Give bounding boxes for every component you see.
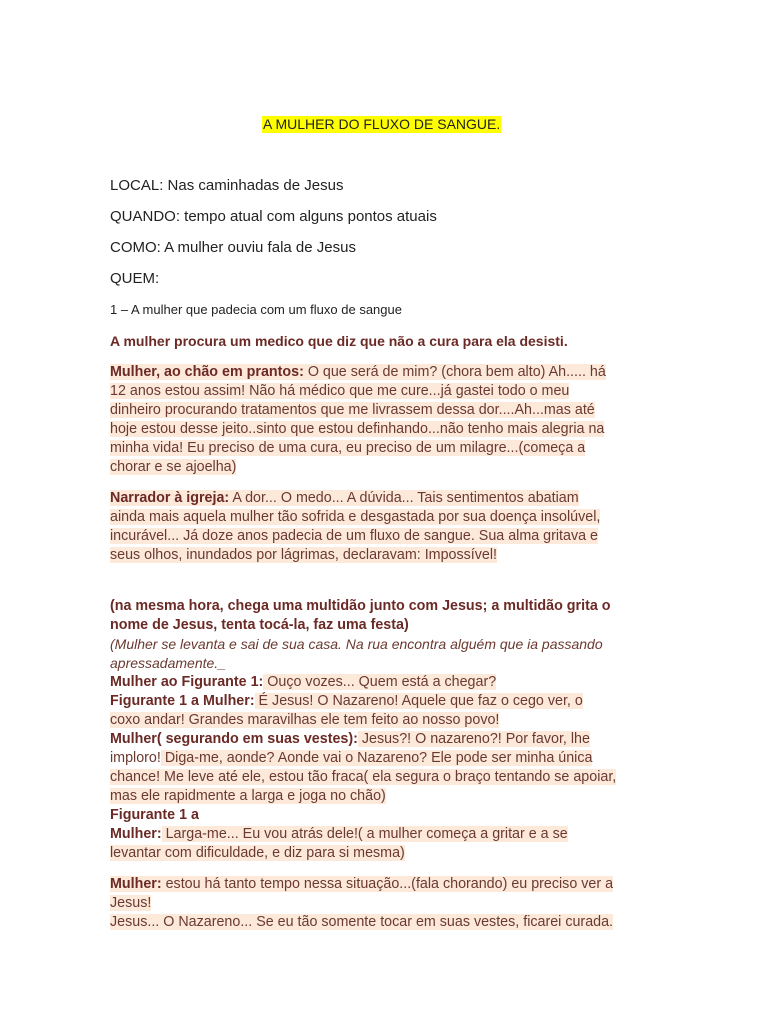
- quem-line: QUEM:: [110, 270, 160, 287]
- document-title: A MULHER DO FLUXO DE SANGUE.: [263, 116, 501, 132]
- speaker-name: Mulher:: [110, 876, 162, 892]
- speaker-name: Figurante 1 a Mulher:: [110, 693, 255, 709]
- paragraph-mulher-2: Mulher: estou há tanto tempo nessa situação...(fala chorando) eu preciso ver a Jesus! Jesus... O Nazareno... Se eu tão somente tocar em suas vestes, ficarei curada.: [110, 876, 614, 930]
- speaker-name: Mulher( segurando em suas vestes):: [110, 731, 358, 747]
- local-line: LOCAL: Nas caminhadas de Jesus: [110, 177, 344, 194]
- speaker-name: Mulher ao Figurante 1:: [110, 674, 264, 690]
- intro-line: A mulher procura um medico que diz que não a cura para ela desisti.: [110, 333, 568, 349]
- speaker-name: Mulher, ao chão em prantos:: [110, 364, 304, 380]
- character-item-1: 1 – A mulher que padecia com um fluxo de sangue: [110, 302, 402, 317]
- como-line: COMO: A mulher ouviu fala de Jesus: [110, 239, 356, 256]
- quando-line: QUANDO: tempo atual com alguns pontos atuais: [110, 208, 437, 225]
- stage-direction-bold: (na mesma hora, chega uma multidão junto com Jesus; a multidão grita o: [110, 598, 611, 614]
- speaker-name: Narrador à igreja:: [110, 490, 230, 506]
- paragraph-mulher-1: Mulher, ao chão em prantos: O que será de mim? (chora bem alto) Ah..... há 12 anos estou assim! Não há médico que me cure...já gastei todo o meu dinheiro procurando tratamentos que me livrassem dessa dor....Ah...mas até hoje estou desse jeito..sinto que estou definhando...não tenho mais alegria na minha vida! Eu preciso de uma cura, eu preciso de um milagre...(começa a chorar e se ajoelha): [110, 364, 606, 475]
- speaker-name: Figurante 1 a: [110, 807, 199, 823]
- speaker-name: Mulher:: [110, 826, 162, 842]
- paragraph-multidao: (na mesma hora, chega uma multidão junto com Jesus; a multidão grita o nome de Jesus, tenta tocá-la, faz uma festa) (Mulher se levanta e sai de sua casa. Na rua encontra alguém que ia passando apressadamente._ Mulher ao Figurante 1: Ouço vozes... Quem está a chegar? Figurante 1 a Mulher: É Jesus! O Nazareno! Aquele que faz o cego ver, o coxo andar! Grandes maravilhas ele tem feito ao nosso povo! Mulher( segurando em suas vestes): Jesus?! O nazareno?! Por favor, lhe imploro! Diga-me, aonde? Aonde vai o Nazareno? Ele pode ser minha única chance! Me leve até ele, estou tão fraca( ela segura o braço tentando se apoiar, mas ele rapidmente a larga e joga no chão) Figurante 1 a Mulher: Larga-me... Eu vou atrás dele!( a mulher começa a gritar e a se levantar com dificuldade, e diz para si mesma): [110, 597, 690, 863]
- stage-direction-italic: (Mulher se levanta e sai de sua casa. Na rua encontra alguém que ia passando: [110, 636, 603, 652]
- paragraph-narrador: Narrador à igreja: A dor... O medo... A dúvida... Tais sentimentos abatiam ainda mais aquela mulher tão sofrida e desgastada por sua doença insolúvel, incurável... Já doze anos padecia de um fluxo de sangue. Sua alma gritava e seus olhos, inundados por lágrimas, declaravam: Impossível!: [110, 490, 601, 563]
